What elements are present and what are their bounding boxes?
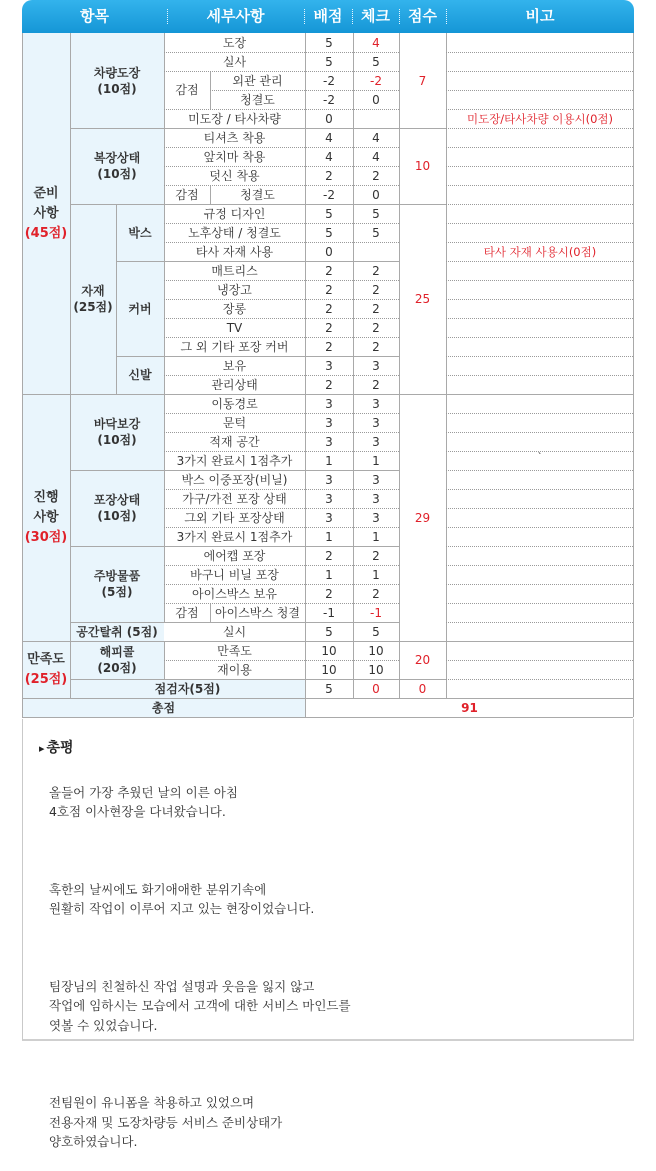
row-rule-dotted bbox=[164, 565, 399, 566]
column-rule bbox=[210, 603, 211, 622]
subgroup-shoes: 신발 bbox=[128, 368, 152, 382]
item-points: 5 bbox=[325, 624, 333, 639]
item-check: 10 bbox=[368, 643, 384, 658]
item-check: 2 bbox=[372, 301, 380, 316]
group-kitchen-part: (5점) bbox=[101, 585, 133, 599]
item-points: 5 bbox=[325, 35, 333, 50]
item-name: 박스 이중포장(비닐) bbox=[181, 472, 288, 487]
item-check: -2 bbox=[370, 73, 382, 88]
item-name: 3가지 완료시 1점추가 bbox=[176, 529, 293, 544]
row-rule-dotted bbox=[446, 622, 633, 623]
item-check: 2 bbox=[372, 263, 380, 278]
group-inspector: 점검자(5점) bbox=[154, 681, 221, 696]
section-satisfaction-part: (25점) bbox=[24, 671, 68, 687]
row-rule-dotted bbox=[164, 375, 399, 376]
item-name: 가구/가전 포장 상태 bbox=[182, 491, 287, 506]
item-check: 1 bbox=[372, 529, 380, 544]
item-name: 실시 bbox=[222, 624, 247, 639]
header-item: 항목 bbox=[80, 7, 109, 25]
column-rule bbox=[210, 185, 211, 204]
item-check: 2 bbox=[372, 548, 380, 563]
total-score: 91 bbox=[461, 700, 478, 715]
item-check: 2 bbox=[372, 282, 380, 297]
item-points: 2 bbox=[325, 301, 333, 316]
item-name: 그 외 기타 포장 커버 bbox=[180, 339, 289, 354]
row-rule-dotted bbox=[446, 565, 633, 566]
group-uniform bbox=[70, 128, 164, 204]
row-rule-dotted bbox=[446, 71, 633, 72]
item-check: 3 bbox=[372, 396, 380, 411]
item-points: -2 bbox=[323, 73, 335, 88]
column-rule bbox=[70, 33, 71, 698]
item-points: 3 bbox=[325, 472, 333, 487]
item-name: 아이스박스 보유 bbox=[192, 586, 277, 601]
row-rule-dotted bbox=[164, 242, 399, 243]
column-rule bbox=[164, 33, 165, 622]
group-car-paint-part: 차량도장 bbox=[93, 65, 141, 80]
item-name: 냉장고 bbox=[217, 282, 252, 297]
group-happy-call-part: (20점) bbox=[97, 661, 137, 675]
section-prep-part: (45점) bbox=[24, 225, 68, 241]
item-points: 2 bbox=[325, 339, 333, 354]
item-remark: 미도장/타사차량 이용시(0점) bbox=[466, 111, 614, 126]
row-rule-dotted bbox=[446, 299, 633, 300]
item-remark: 타사 자재 사용시(0점) bbox=[483, 244, 597, 259]
summary-paragraph: 올들어 가장 추웠던 날의 이른 아침 4호점 이사현장을 다녀왔습니다. bbox=[49, 784, 238, 819]
row-rule-dotted bbox=[164, 527, 399, 528]
row-rule-dotted bbox=[164, 584, 399, 585]
item-check: -1 bbox=[370, 605, 382, 620]
item-check: 2 bbox=[372, 339, 380, 354]
item-points: 1 bbox=[325, 529, 333, 544]
item-points: 3 bbox=[325, 491, 333, 506]
row-rule-dotted bbox=[446, 508, 633, 509]
row-rule bbox=[70, 204, 399, 205]
score-material: 25 bbox=[414, 292, 431, 306]
item-check: 2 bbox=[372, 168, 380, 183]
group-packing-part: 포장상태 bbox=[93, 493, 141, 507]
item-points: -1 bbox=[323, 605, 335, 620]
row-rule-dotted bbox=[446, 584, 633, 585]
row-rule-dotted bbox=[164, 318, 399, 319]
row-rule-dotted bbox=[446, 109, 633, 110]
header-check: 체크 bbox=[361, 7, 390, 25]
row-rule-dotted bbox=[164, 413, 399, 414]
deduct-label: 감점 bbox=[175, 83, 199, 97]
group-floor bbox=[70, 394, 164, 470]
item-check: 2 bbox=[372, 586, 380, 601]
item-points: 2 bbox=[325, 263, 333, 278]
item-name: 도장 bbox=[222, 35, 247, 50]
item-name: 문턱 bbox=[222, 415, 247, 430]
item-name: 덧신 착용 bbox=[209, 168, 260, 183]
item-points: 3 bbox=[325, 415, 333, 430]
item-points: 10 bbox=[321, 643, 337, 658]
row-rule-dotted bbox=[164, 432, 399, 433]
header-detail: 세부사항 bbox=[206, 7, 265, 25]
score-uniform: 10 bbox=[414, 159, 431, 173]
row-rule-dotted bbox=[446, 185, 633, 186]
row-rule-dotted bbox=[446, 603, 633, 604]
item-points: 5 bbox=[325, 54, 333, 69]
group-uniform-part: 복장상태 bbox=[93, 151, 141, 165]
item-mark: ` bbox=[537, 451, 543, 463]
row-rule-dotted bbox=[446, 318, 633, 319]
group-car-paint bbox=[70, 33, 164, 128]
item-check: 5 bbox=[372, 225, 380, 240]
item-points: 4 bbox=[325, 130, 333, 145]
item-name: 아이스박스 청결 bbox=[215, 605, 300, 620]
group-packing-part: (10점) bbox=[97, 509, 137, 523]
item-points: 10 bbox=[321, 662, 337, 677]
group-uniform-part: (10점) bbox=[97, 167, 137, 181]
item-name: 만족도 bbox=[217, 643, 252, 658]
group-floor-part: 바닥보강 bbox=[93, 417, 141, 431]
row-rule-dotted bbox=[446, 432, 633, 433]
group-happy-call-part: 해피콜 bbox=[99, 645, 135, 659]
item-check: 3 bbox=[372, 415, 380, 430]
score-satisfaction: 20 bbox=[414, 653, 431, 667]
row-rule-dotted bbox=[164, 337, 399, 338]
row-rule bbox=[70, 128, 399, 129]
item-points: 2 bbox=[325, 320, 333, 335]
section-progress-part: 진행 사항 bbox=[33, 489, 59, 525]
section-satisfaction bbox=[22, 641, 70, 698]
item-name: TV bbox=[226, 320, 243, 335]
section-progress-part: (30점) bbox=[24, 529, 68, 545]
summary-section bbox=[22, 719, 634, 1149]
row-rule bbox=[70, 622, 399, 623]
group-floor-part: (10점) bbox=[97, 433, 137, 447]
row-rule bbox=[399, 679, 446, 680]
item-points: 2 bbox=[325, 548, 333, 563]
item-check: 5 bbox=[372, 624, 380, 639]
item-name: 앞치마 착용 bbox=[203, 149, 266, 164]
summary-title: ▸ 총평 bbox=[39, 737, 74, 757]
group-material bbox=[70, 204, 116, 394]
column-rule bbox=[22, 33, 23, 717]
column-rule bbox=[116, 204, 117, 394]
row-rule-dotted bbox=[446, 356, 633, 357]
group-kitchen-part: 주방물품 bbox=[93, 569, 141, 583]
row-rule-dotted bbox=[164, 147, 399, 148]
item-name: 티셔츠 착용 bbox=[203, 130, 266, 145]
item-name: 미도장 / 타사차량 bbox=[188, 111, 281, 126]
row-rule bbox=[399, 204, 446, 205]
row-rule-dotted bbox=[446, 489, 633, 490]
item-points: -2 bbox=[323, 92, 335, 107]
row-rule-dotted bbox=[446, 261, 633, 262]
row-rule bbox=[22, 641, 633, 642]
item-check: 2 bbox=[372, 320, 380, 335]
item-check: 4 bbox=[372, 149, 380, 164]
item-check: 3 bbox=[372, 472, 380, 487]
item-check: 10 bbox=[368, 662, 384, 677]
row-rule-dotted bbox=[210, 90, 399, 91]
item-check: 3 bbox=[372, 491, 380, 506]
item-name: 3가지 완료시 1점추가 bbox=[176, 453, 293, 468]
item-check: 5 bbox=[372, 54, 380, 69]
item-points: 4 bbox=[325, 149, 333, 164]
row-rule bbox=[70, 546, 399, 547]
item-name: 적재 공간 bbox=[209, 434, 260, 449]
section-satisfaction-part: 만족도 bbox=[27, 651, 65, 667]
row-rule-dotted bbox=[164, 166, 399, 167]
item-check: 0 bbox=[372, 92, 380, 107]
row-rule bbox=[399, 128, 446, 129]
row-rule-dotted bbox=[446, 451, 633, 452]
item-check: 3 bbox=[372, 510, 380, 525]
column-rule bbox=[353, 33, 354, 698]
item-name: 외관 관리 bbox=[232, 73, 283, 88]
row-rule-dotted bbox=[446, 223, 633, 224]
row-rule-dotted bbox=[446, 242, 633, 243]
item-points: 2 bbox=[325, 282, 333, 297]
row-rule-dotted bbox=[164, 508, 399, 509]
row-rule-dotted bbox=[446, 52, 633, 53]
row-rule-dotted bbox=[446, 204, 633, 205]
item-check: 3 bbox=[372, 358, 380, 373]
header-points: 배점 bbox=[313, 7, 343, 25]
item-name: 재이용 bbox=[217, 662, 252, 677]
column-rule bbox=[446, 33, 447, 698]
row-rule-dotted bbox=[446, 90, 633, 91]
row-rule bbox=[116, 261, 399, 262]
row-rule-dotted bbox=[446, 337, 633, 338]
row-rule-dotted bbox=[164, 52, 399, 53]
section-prep-part: 준비 사항 bbox=[33, 185, 59, 221]
group-car-paint-part: (10점) bbox=[97, 81, 137, 96]
item-name: 장롱 bbox=[222, 301, 247, 316]
item-check: 4 bbox=[372, 35, 380, 50]
row-rule-dotted bbox=[164, 489, 399, 490]
item-points: 1 bbox=[325, 567, 333, 582]
header-remark: 비고 bbox=[525, 7, 555, 25]
item-points: 5 bbox=[325, 681, 333, 696]
item-name: 매트리스 bbox=[211, 263, 258, 278]
row-rule bbox=[116, 356, 399, 357]
item-points: 3 bbox=[325, 510, 333, 525]
item-name: 관리상태 bbox=[211, 377, 258, 392]
item-points: 0 bbox=[325, 111, 333, 126]
item-name: 이동경로 bbox=[211, 396, 258, 411]
item-check: 0 bbox=[372, 681, 380, 696]
item-points: 5 bbox=[325, 225, 333, 240]
item-points: 1 bbox=[325, 453, 333, 468]
header-score: 점수 bbox=[408, 7, 437, 25]
subgroup-cover: 커버 bbox=[128, 301, 152, 316]
item-points: 2 bbox=[325, 377, 333, 392]
item-check: 1 bbox=[372, 567, 380, 582]
item-name: 규정 디자인 bbox=[203, 206, 266, 221]
item-check: 2 bbox=[372, 377, 380, 392]
row-rule-dotted bbox=[164, 185, 399, 186]
group-happy-call bbox=[70, 641, 164, 679]
group-space: 공간탈취 (5점) bbox=[76, 624, 158, 639]
row-rule-dotted bbox=[164, 451, 399, 452]
row-rule bbox=[22, 717, 633, 718]
row-rule-dotted bbox=[446, 128, 633, 129]
item-name: 청결도 bbox=[240, 187, 275, 202]
row-rule-dotted bbox=[164, 280, 399, 281]
group-kitchen bbox=[70, 546, 164, 622]
group-packing bbox=[70, 470, 164, 546]
row-rule-dotted bbox=[446, 546, 633, 547]
item-points: 3 bbox=[325, 434, 333, 449]
row-rule-dotted bbox=[164, 299, 399, 300]
row-rule-dotted bbox=[446, 147, 633, 148]
summary-paragraph: 혹한의 날씨에도 화기애애한 분위기속에 원활히 작업이 이루어 지고 있는 현장이었습니다. bbox=[49, 881, 315, 916]
subgroup-box: 박스 bbox=[128, 225, 152, 240]
row-rule bbox=[70, 470, 399, 471]
item-points: 3 bbox=[325, 396, 333, 411]
row-rule-dotted bbox=[446, 280, 633, 281]
row-rule-dotted bbox=[164, 603, 399, 604]
summary-paragraph: 팀장님의 친철하신 작업 설명과 웃음을 잃지 않고 작업에 임하시는 모습에서 고객에 대한 서비스 마인드를 엿볼 수 있었습니다. bbox=[49, 978, 351, 1033]
row-rule-dotted bbox=[446, 660, 633, 661]
row-rule-dotted bbox=[164, 660, 399, 661]
item-name: 실사 bbox=[222, 54, 247, 69]
item-points: 5 bbox=[325, 206, 333, 221]
section-progress bbox=[22, 394, 70, 641]
score-inspector: 0 bbox=[418, 681, 427, 696]
item-points: -2 bbox=[323, 187, 335, 202]
deduct-label: 감점 bbox=[175, 605, 199, 620]
item-check: 4 bbox=[372, 130, 380, 145]
row-rule-dotted bbox=[446, 679, 633, 680]
column-rule bbox=[399, 33, 400, 698]
group-material-part: 자재 bbox=[81, 284, 105, 298]
row-rule-dotted bbox=[446, 413, 633, 414]
row-rule-dotted bbox=[446, 375, 633, 376]
item-points: 0 bbox=[325, 244, 333, 259]
row-rule-dotted bbox=[446, 470, 633, 471]
item-check bbox=[353, 242, 399, 261]
total-label: 총점 bbox=[151, 700, 176, 715]
row-rule bbox=[22, 698, 633, 699]
item-name: 타사 자재 사용 bbox=[195, 244, 274, 259]
item-name: 청결도 bbox=[240, 92, 275, 107]
section-prep bbox=[22, 33, 70, 394]
item-name: 보유 bbox=[222, 358, 247, 373]
row-rule-dotted bbox=[164, 71, 399, 72]
item-name: 에어캡 포장 bbox=[203, 548, 266, 563]
item-points: 2 bbox=[325, 168, 333, 183]
row-rule-dotted bbox=[164, 109, 399, 110]
item-check: 3 bbox=[372, 434, 380, 449]
row-rule-dotted bbox=[446, 527, 633, 528]
item-points: 3 bbox=[325, 358, 333, 373]
score-progress: 29 bbox=[414, 510, 431, 525]
row-rule bbox=[70, 679, 399, 680]
group-material-part: (25점) bbox=[73, 300, 113, 314]
summary-paragraph: 전팀원이 유니폼을 착용하고 있었으며 전용자재 및 도장차량등 서비스 준비상태가 양호하였습니다. bbox=[49, 1095, 283, 1149]
item-name: 바구니 비닐 포장 bbox=[190, 567, 279, 582]
table-header bbox=[22, 0, 634, 33]
item-check bbox=[353, 109, 399, 128]
item-check: 0 bbox=[372, 187, 380, 202]
item-check: 5 bbox=[372, 206, 380, 221]
deduct-label: 감점 bbox=[175, 187, 199, 202]
row-rule bbox=[22, 394, 633, 395]
score-car-paint: 7 bbox=[418, 73, 427, 88]
item-check: 1 bbox=[372, 453, 380, 468]
column-rule bbox=[633, 33, 634, 717]
summary-body bbox=[49, 763, 609, 1171]
row-rule-dotted bbox=[446, 166, 633, 167]
item-points: 2 bbox=[325, 586, 333, 601]
row-rule-dotted bbox=[164, 223, 399, 224]
item-name: 노후상태 / 청결도 bbox=[188, 225, 281, 240]
item-name: 그외 기타 포장상태 bbox=[184, 510, 285, 525]
